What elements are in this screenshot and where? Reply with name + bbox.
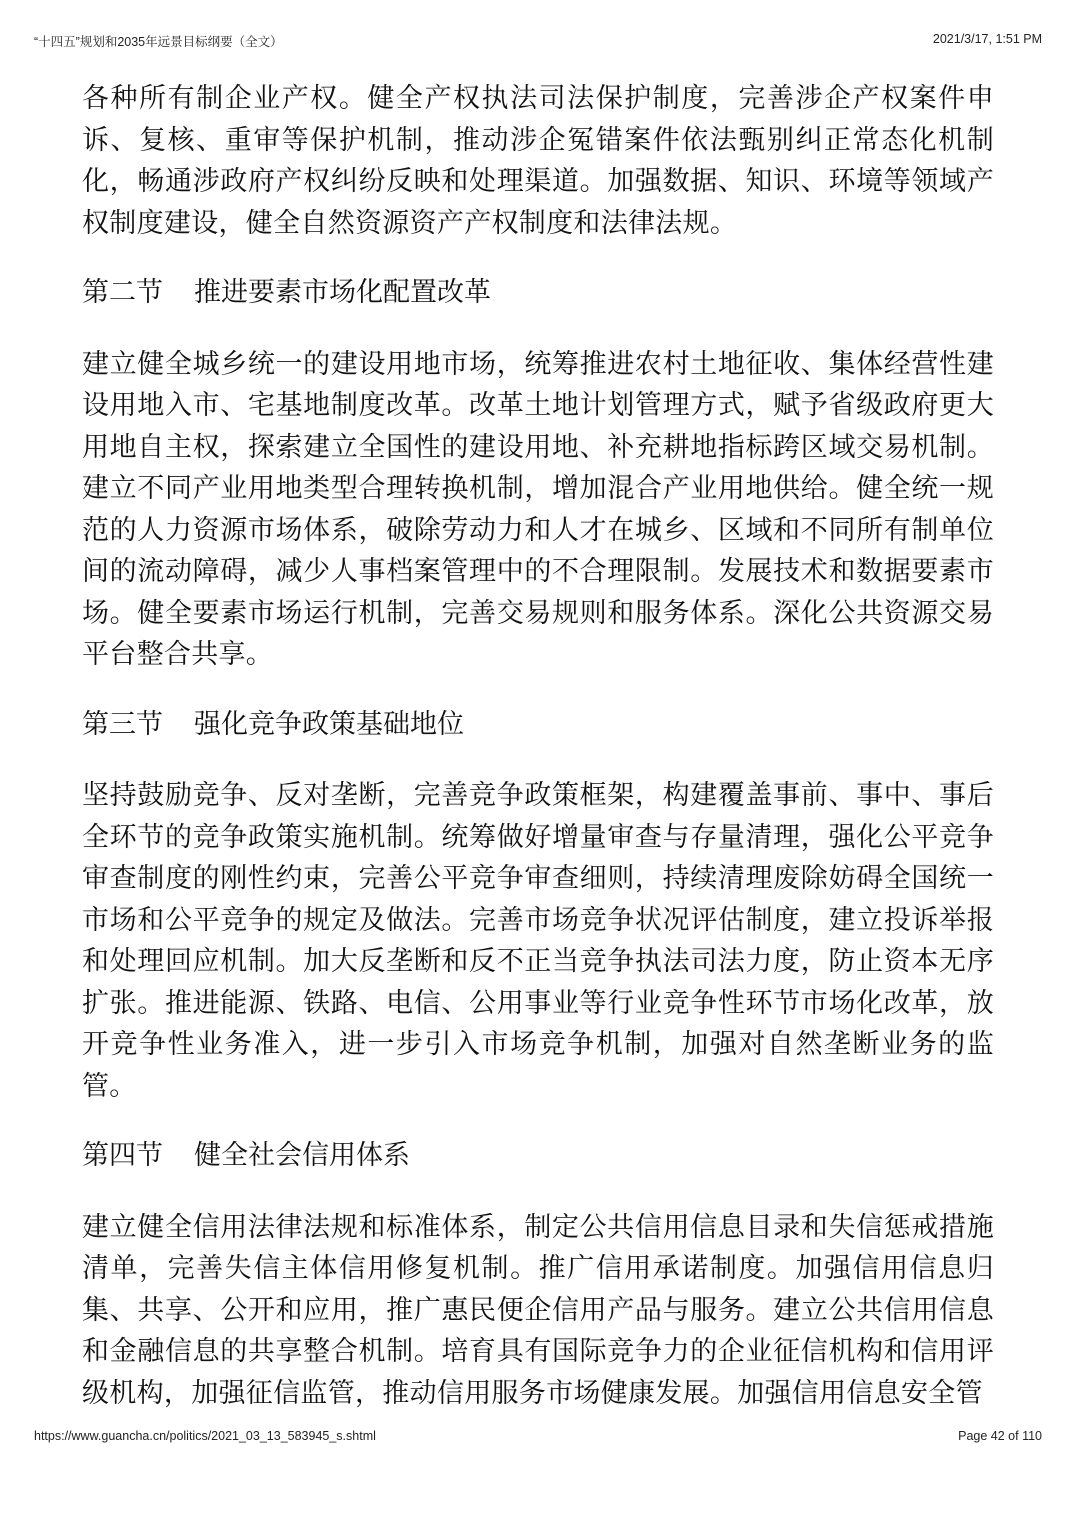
section-heading-4 — [82, 1135, 994, 1177]
paragraph-intro: 各种所有制企业产权。健全产权执法司法保护制度，完善涉企产权案件申诉、复核、重审等保护机制，推动涉企冤错案件依法甄别纠正常态化机制化，畅通涉政府产权纠纷反映和处理渠道。加强数据、知识、环境等领域产权制度建设，健全自然资源资产产权制度和法律法规。 — [82, 83, 994, 239]
document-title: “十四五”规划和2035年远景目标纲要（全文） — [34, 35, 283, 49]
section-heading-2 — [82, 272, 994, 314]
section-title: 推进要素市场化配置改革 — [194, 277, 491, 308]
section-number: 第二节 — [82, 277, 163, 308]
page-number: Page 42 of 110 — [958, 1429, 1042, 1443]
print-footer — [34, 1429, 1042, 1443]
print-header — [34, 32, 1042, 50]
article-body — [82, 78, 994, 1442]
section-title: 强化竞争政策基础地位 — [194, 708, 464, 740]
print-timestamp: 2021/3/17, 1:51 PM — [932, 32, 1042, 46]
section-number: 第四节 — [82, 1140, 163, 1171]
section-2-body: 建立健全城乡统一的建设用地市场，统筹推进农村土地征收、集体经营性建设用地入市、宅基地制度改革。改革土地计划管理方式，赋予省级政府更大用地自主权，探索建立全国性的建设用地、补充耕地指标跨区域交易机制。建立不同产业用地类型合理转换机制，增加混合产业用地供给。健全统一规范的人力资源市场体系，破除劳动力和人才在城乡、区域和不同所有制单位间的流动障碍，减少人事档案管理中的不合理限制。发展技术和数据要素市场。健全要素市场运行机制，完善交易规则和服务体系。深化公共资源交易平台整合共享。 — [82, 348, 994, 670]
section-number: 第三节 — [82, 708, 163, 740]
section-heading-3 — [82, 704, 994, 746]
section-3-body: 坚持鼓励竞争、反对垄断，完善竞争政策框架，构建覆盖事前、事中、事后全环节的竞争政策实施机制。统筹做好增量审查与存量清理，强化公平竞争审查制度的刚性约束，完善公平竞争审查细则，持续清理废除妨碍全国统一市场和公平竞争的规定及做法。完善市场竞争状况评估制度，建立投诉举报和处理回应机制。加大反垄断和反不正当竞争执法司法力度，防止资本无序扩张。推进能源、铁路、电信、公用事业等行业竞争性环节市场化改革，放开竞争性业务准入，进一步引入市场竞争机制，加强对自然垄断业务的监管。 — [82, 780, 994, 1102]
source-url: https://www.guancha.cn/politics/2021_03_13_583945_s.shtml — [34, 1429, 376, 1443]
section-title: 健全社会信用体系 — [194, 1140, 410, 1171]
section-4-body: 建立健全信用法律法规和标准体系，制定公共信用信息目录和失信惩戒措施清单，完善失信主体信用修复机制。推广信用承诺制度。加强信用信息归集、共享、公开和应用，推广惠民便企信用产品与服务。建立公共信用信息和金融信息的共享整合机制。培育具有国际竞争力的企业征信机构和信用评级机构，加强征信监管，推动信用服务市场健康发展。加强信用信息安全管 — [82, 1211, 994, 1409]
